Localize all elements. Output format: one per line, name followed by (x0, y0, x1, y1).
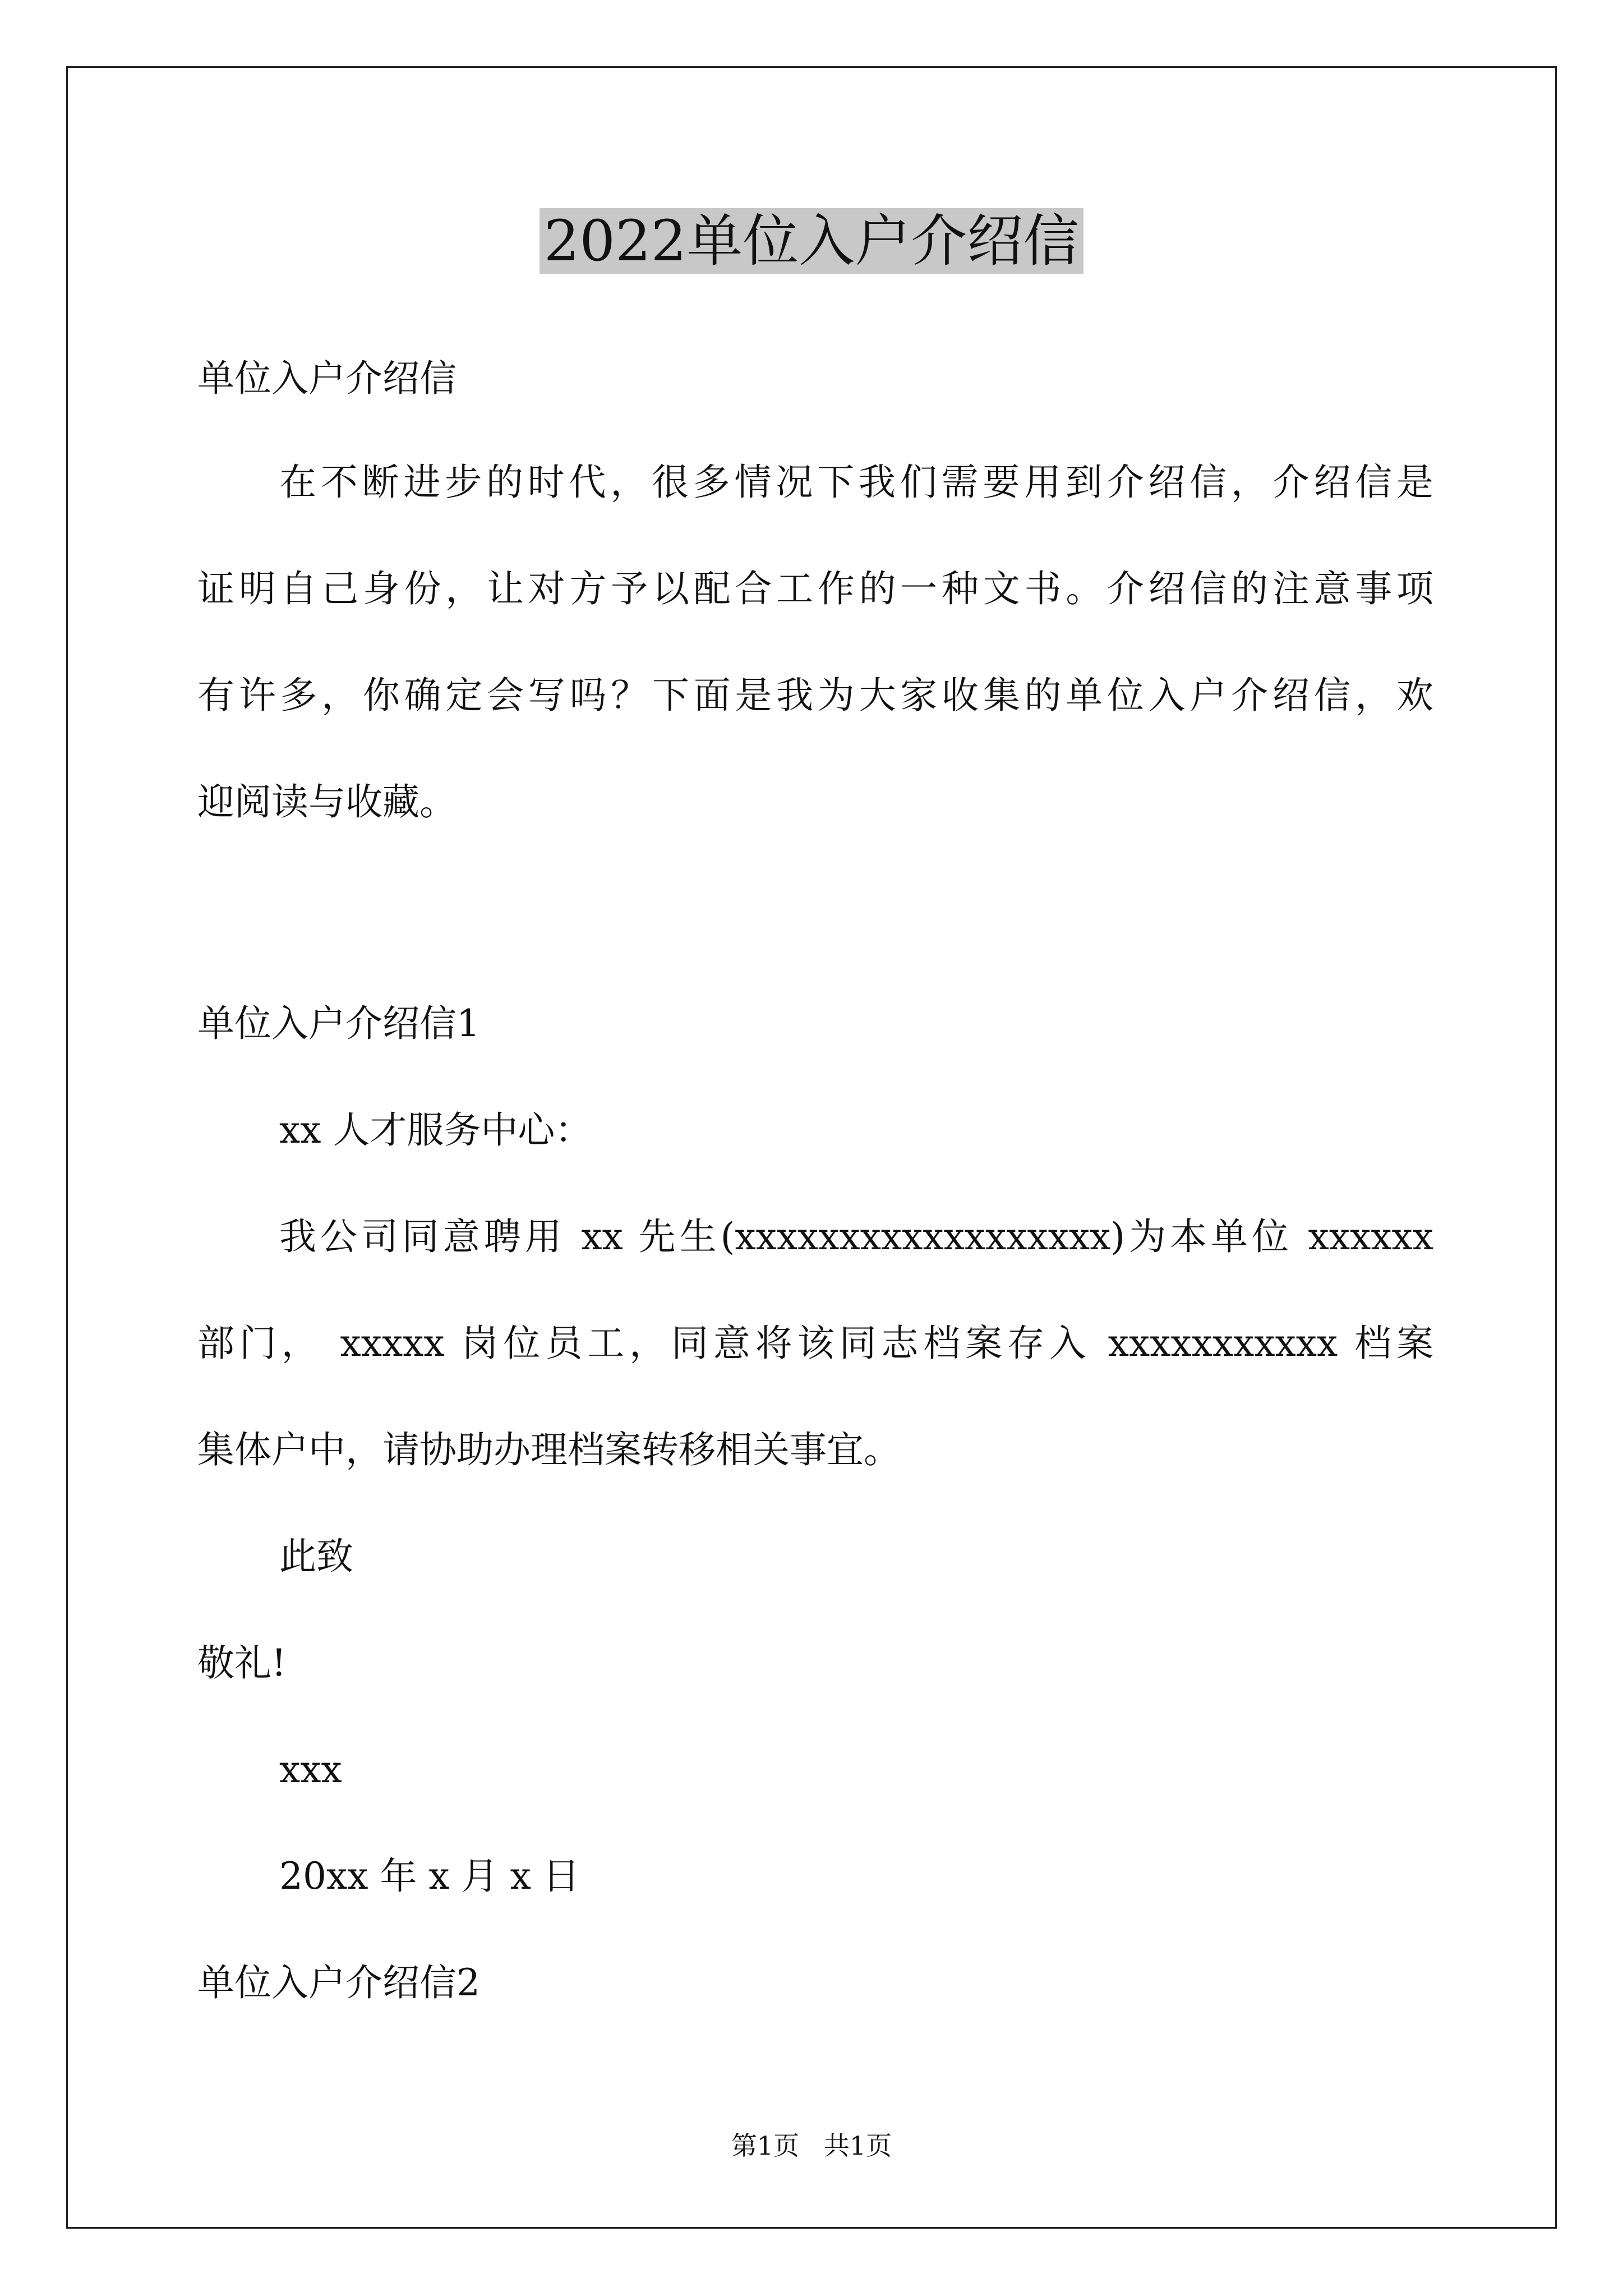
subtitle: 单位入户介绍信 (197, 357, 457, 400)
intro-line-1: 在不断进步的时代，很多情况下我们需要用到介绍信，介绍信是 (279, 461, 1433, 504)
letter1-recipient: xx 人才服务中心： (279, 1108, 592, 1152)
letter1-body-line-1: 我公司同意聘用 xx 先生(xxxxxxxxxxxxxxxxxx)为本单位 xxxxxx (279, 1215, 1433, 1258)
letter1-body-line-2: 部门， xxxxx 岗位员工，同意将该同志档案存入 xxxxxxxxxxx 档案 (197, 1322, 1433, 1365)
letter1-salute: 敬礼! (197, 1641, 287, 1685)
letter1-closing: 此致 (279, 1535, 353, 1578)
intro-line-3: 有许多，你确定会写吗？下面是我为大家收集的单位入户介绍信，欢 (197, 674, 1433, 717)
document-title (0, 202, 1623, 280)
letter1-body-line-3: 集体户中，请协助办理档案转移相关事宜。 (197, 1428, 901, 1471)
letter1-signature: xxx (279, 1748, 342, 1791)
intro-line-2: 证明自己身份，让对方予以配合工作的一种文书。介绍信的注意事项 (197, 567, 1433, 610)
letter1-date: 20xx 年 x 月 x 日 (279, 1855, 580, 1898)
letter2-heading: 单位入户介绍信2 (197, 1961, 480, 2004)
page-footer: 第1页 共1页 (731, 2131, 892, 2161)
intro-line-4: 迎阅读与收藏。 (197, 780, 457, 823)
letter1-heading: 单位入户介绍信1 (197, 1002, 480, 1045)
title-text: 2022单位入户介绍信 (540, 208, 1084, 274)
